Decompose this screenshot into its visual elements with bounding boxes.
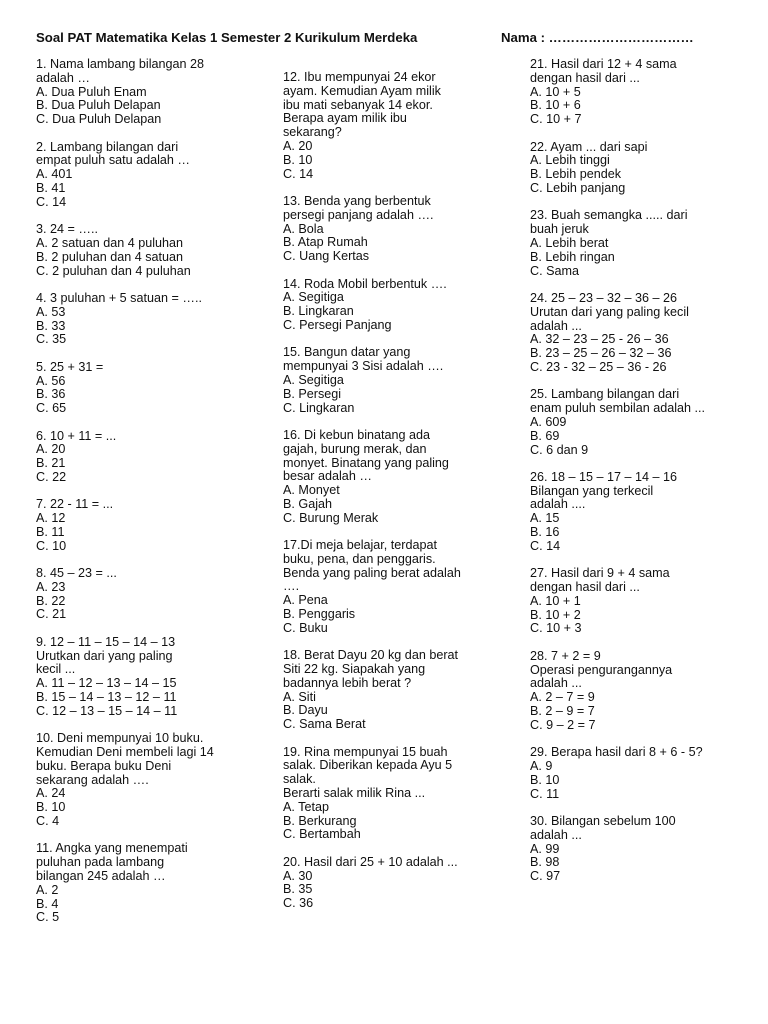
question-text-line: gajah, burung merak, dan bbox=[283, 441, 427, 456]
question-text-line: Siti 22 kg. Siapakah yang bbox=[283, 662, 426, 677]
page-header bbox=[36, 30, 726, 50]
answer-option: A. Segitiga bbox=[283, 372, 344, 387]
answer-option: B. 11 bbox=[36, 524, 65, 539]
question-text-line: dengan hasil dari ... bbox=[530, 580, 640, 595]
question-text-line: Benda yang paling berat adalah bbox=[283, 565, 461, 580]
question-text-line: buah jeruk bbox=[530, 222, 589, 237]
answer-option: A. Pena bbox=[283, 593, 328, 608]
question-text-line: badannya lebih berat ? bbox=[283, 675, 412, 690]
question-text-line: persegi panjang adalah …. bbox=[283, 207, 434, 222]
question-text-line: 21. Hasil dari 12 + 4 sama bbox=[530, 57, 677, 71]
answer-option: B. 22 bbox=[36, 593, 66, 608]
question-text-line: Berarti salak milik Rina ... bbox=[283, 786, 426, 801]
question-item bbox=[283, 539, 503, 636]
answer-option: A. 2 – 7 = 9 bbox=[530, 690, 595, 705]
question-item bbox=[530, 209, 748, 278]
answer-option: A. 32 – 23 – 25 - 26 – 36 bbox=[530, 332, 669, 347]
question-item bbox=[530, 292, 748, 375]
answer-option: A. 53 bbox=[36, 304, 66, 319]
answer-option: C. 21 bbox=[36, 607, 67, 622]
answer-option: A. 401 bbox=[36, 167, 73, 182]
answer-option: B. 10 bbox=[530, 772, 560, 787]
answer-option: A. 23 bbox=[36, 579, 66, 594]
answer-option: B. Berkurang bbox=[283, 813, 357, 828]
answer-option: B. 69 bbox=[530, 428, 560, 443]
question-item bbox=[530, 815, 748, 884]
answer-option: C. Bertambah bbox=[283, 827, 361, 842]
question-text-line: 11. Angka yang menempati bbox=[36, 841, 188, 856]
answer-option: A. 11 – 12 – 13 – 14 – 15 bbox=[36, 676, 177, 691]
answer-option: C. 35 bbox=[36, 332, 67, 347]
question-text-line: 28. 7 + 2 = 9 bbox=[530, 648, 601, 663]
answer-option: A. Bola bbox=[283, 221, 324, 236]
answer-option: B. 10 + 6 bbox=[530, 98, 581, 113]
answer-option: C. Burung Merak bbox=[283, 510, 379, 525]
answer-option: C. 6 dan 9 bbox=[530, 442, 589, 457]
answer-option: B. 10 + 2 bbox=[530, 607, 581, 622]
answer-option: C. Uang Kertas bbox=[283, 249, 370, 264]
answer-option: A. Lebih tinggi bbox=[530, 153, 610, 168]
question-text-line: salak. Diberikan kepada Ayu 5 bbox=[283, 758, 453, 773]
question-item bbox=[36, 732, 258, 829]
question-item bbox=[36, 361, 258, 416]
question-item bbox=[530, 388, 748, 457]
answer-option: A. 99 bbox=[530, 841, 560, 856]
question-text-line: 25. Lambang bilangan dari bbox=[530, 387, 680, 402]
question-item bbox=[36, 141, 258, 210]
question-text-line: 29. Berapa hasil dari 8 + 6 - 5? bbox=[530, 745, 703, 760]
answer-option: C. 5 bbox=[36, 910, 60, 925]
answer-option: A. Segitiga bbox=[283, 290, 344, 305]
answer-option: A. 609 bbox=[530, 414, 567, 429]
answer-option: B. 16 bbox=[530, 525, 560, 540]
answer-option: A. 10 + 5 bbox=[530, 84, 581, 99]
answer-option: A. 24 bbox=[36, 786, 66, 801]
answer-option: B. Dayu bbox=[283, 703, 328, 718]
answer-option: B. 2 puluhan dan 4 satuan bbox=[36, 249, 184, 264]
answer-option: C. 2 puluhan dan 4 puluhan bbox=[36, 263, 191, 278]
question-text-line: 1. Nama lambang bilangan 28 bbox=[36, 57, 205, 71]
question-text-line: 2. Lambang bilangan dari bbox=[36, 139, 179, 154]
answer-option: B. 41 bbox=[36, 180, 66, 195]
answer-option: C. 4 bbox=[36, 814, 60, 828]
answer-option: C. 14 bbox=[530, 538, 561, 553]
answer-option: B. Lebih pendek bbox=[530, 167, 622, 182]
answer-option: B. 35 bbox=[283, 882, 313, 897]
answer-option: A. Monyet bbox=[283, 483, 340, 498]
answer-option: B. 23 – 25 – 26 – 32 – 36 bbox=[530, 346, 672, 361]
answer-option: C. Buku bbox=[283, 620, 328, 635]
answer-option: A. 10 + 1 bbox=[530, 593, 581, 608]
question-item bbox=[36, 430, 258, 485]
answer-option: A. Dua Puluh Enam bbox=[36, 84, 147, 99]
question-text-line: 7. 22 - 11 = ... bbox=[36, 497, 114, 512]
question-text-line: 19. Rina mempunyai 15 buah bbox=[283, 744, 448, 759]
answer-option: B. Atap Rumah bbox=[283, 235, 368, 250]
question-text-line: 5. 25 + 31 = bbox=[36, 359, 104, 374]
answer-option: B. Dua Puluh Delapan bbox=[36, 98, 161, 113]
answer-option: C. Lebih panjang bbox=[530, 180, 626, 195]
question-text-line: 18. Berat Dayu 20 kg dan berat bbox=[283, 648, 459, 663]
question-item bbox=[283, 856, 503, 911]
question-item bbox=[36, 567, 258, 622]
question-text-line: enam puluh sembilan adalah ... bbox=[530, 401, 706, 416]
question-text-line: 24. 25 – 23 – 32 – 36 – 26 bbox=[530, 290, 678, 305]
answer-option: B. 4 bbox=[36, 896, 59, 911]
question-item bbox=[530, 58, 748, 127]
answer-option: C. Sama Berat bbox=[283, 717, 366, 732]
question-text-line: 9. 12 – 11 – 15 – 14 – 13 bbox=[36, 634, 176, 649]
question-text-line: 30. Bilangan sebelum 100 bbox=[530, 814, 676, 828]
page-title: Soal PAT Matematika Kelas 1 Semester 2 Kurikulum Merdeka bbox=[36, 30, 418, 45]
question-item bbox=[36, 292, 258, 347]
question-text-line: 14. Roda Mobil berbentuk …. bbox=[283, 276, 447, 291]
answer-option: B. Penggaris bbox=[283, 607, 356, 622]
question-text-line: puluhan pada lambang bbox=[36, 855, 165, 870]
question-text-line: ayam. Kemudian Ayam milik bbox=[283, 83, 441, 98]
answer-option: A. 2 satuan dan 4 puluhan bbox=[36, 235, 184, 250]
answer-option: B. 98 bbox=[530, 855, 560, 870]
answer-option: B. 15 – 14 – 13 – 12 – 11 bbox=[36, 690, 177, 705]
question-text-line: 15. Bangun datar yang bbox=[283, 345, 411, 360]
question-text-line: Operasi pengurangannya bbox=[530, 662, 673, 677]
question-text-line: besar adalah … bbox=[283, 469, 372, 484]
question-text-line: 6. 10 + 11 = ... bbox=[36, 428, 117, 443]
question-text-line: …. bbox=[283, 579, 300, 594]
answer-option: B. 21 bbox=[36, 456, 66, 471]
answer-option: A. 20 bbox=[36, 442, 66, 457]
question-item bbox=[36, 58, 258, 127]
answer-option: B. 10 bbox=[36, 800, 66, 815]
question-item bbox=[283, 346, 503, 415]
answer-option: B. 2 – 9 = 7 bbox=[530, 704, 595, 719]
question-text-line: sekarang? bbox=[283, 125, 342, 140]
question-text-line: 16. Di kebun binatang ada bbox=[283, 427, 431, 442]
question-text-line: empat puluh satu adalah … bbox=[36, 153, 191, 168]
question-text-line: buku, pena, dan penggaris. bbox=[283, 551, 436, 566]
question-text-line: mempunyai 3 Sisi adalah …. bbox=[283, 359, 444, 374]
answer-option: A. 12 bbox=[36, 511, 66, 526]
answer-option: C. 22 bbox=[36, 469, 67, 484]
question-column-3 bbox=[530, 58, 748, 898]
question-text-line: Urutkan dari yang paling bbox=[36, 648, 173, 663]
question-item bbox=[36, 636, 258, 719]
question-text-line: 22. Ayam ... dari sapi bbox=[530, 139, 648, 154]
answer-option: C. 23 - 32 – 25 – 36 - 26 bbox=[530, 359, 667, 374]
answer-option: A. Lebih berat bbox=[530, 235, 609, 250]
answer-option: C. Sama bbox=[530, 263, 579, 278]
question-item bbox=[283, 195, 503, 264]
question-text-line: 10. Deni mempunyai 10 buku. bbox=[36, 731, 204, 746]
question-item bbox=[283, 746, 503, 843]
answer-option: C. 10 + 3 bbox=[530, 621, 582, 636]
question-text-line: bilangan 245 adalah … bbox=[36, 868, 166, 883]
question-text-line: 17.Di meja belajar, terdapat bbox=[283, 538, 438, 553]
question-text-line: 12. Ibu mempunyai 24 ekor bbox=[283, 70, 436, 84]
answer-option: C. 36 bbox=[283, 896, 314, 911]
question-text-line: buku. Berapa buku Deni bbox=[36, 758, 172, 773]
answer-option: C. 65 bbox=[36, 401, 67, 416]
question-item bbox=[283, 649, 503, 732]
answer-option: A. 15 bbox=[530, 511, 560, 526]
question-column-1 bbox=[36, 58, 258, 939]
question-item bbox=[36, 842, 258, 925]
question-text-line: 3. 24 = ….. bbox=[36, 222, 98, 237]
question-text-line: adalah ... bbox=[530, 827, 582, 842]
answer-option: B. Lebih ringan bbox=[530, 249, 615, 264]
question-text-line: Bilangan yang terkecil bbox=[530, 483, 654, 498]
question-text-line: Urutan dari yang paling kecil bbox=[530, 304, 689, 319]
question-text-line: monyet. Binatang yang paling bbox=[283, 455, 449, 470]
answer-option: C. 11 bbox=[530, 786, 560, 801]
answer-option: A. 56 bbox=[36, 373, 66, 388]
answer-option: B. Persegi bbox=[283, 386, 342, 401]
question-text-line: 8. 45 – 23 = ... bbox=[36, 566, 117, 581]
question-text-line: sekarang adalah …. bbox=[36, 772, 149, 787]
question-text-line: dengan hasil dari ... bbox=[530, 70, 640, 85]
question-text-line: adalah ... bbox=[530, 676, 582, 691]
question-item bbox=[283, 278, 503, 333]
question-text-line: 27. Hasil dari 9 + 4 sama bbox=[530, 566, 670, 581]
question-text-line: adalah … bbox=[36, 70, 90, 85]
answer-option: C. 10 bbox=[36, 538, 67, 553]
answer-option: C. Lingkaran bbox=[283, 400, 355, 415]
answer-option: A. 2 bbox=[36, 882, 59, 897]
question-item bbox=[530, 567, 748, 636]
answer-option: C. 14 bbox=[36, 194, 67, 209]
question-text-line: ibu mati sebanyak 14 ekor. bbox=[283, 97, 433, 112]
answer-option: B. 36 bbox=[36, 387, 66, 402]
question-text-line: adalah ... bbox=[530, 318, 582, 333]
answer-option: B. 33 bbox=[36, 318, 66, 333]
answer-option: B. Lingkaran bbox=[283, 304, 354, 319]
question-text-line: 26. 18 – 15 – 17 – 14 – 16 bbox=[530, 469, 678, 484]
question-item bbox=[283, 71, 503, 181]
question-text-line: adalah .... bbox=[530, 497, 586, 512]
question-item bbox=[36, 498, 258, 553]
question-item bbox=[530, 650, 748, 733]
question-item bbox=[530, 471, 748, 554]
question-item bbox=[36, 223, 258, 278]
answer-option: C. 12 – 13 – 15 – 14 – 11 bbox=[36, 703, 178, 718]
question-text-line: 20. Hasil dari 25 + 10 adalah ... bbox=[283, 854, 458, 869]
question-text-line: Berapa ayam milik ibu bbox=[283, 111, 407, 126]
answer-option: A. 20 bbox=[283, 138, 313, 153]
student-name-field: Nama : …………………………… bbox=[501, 30, 694, 45]
answer-option: A. Siti bbox=[283, 689, 316, 704]
question-text-line: kecil ... bbox=[36, 662, 76, 677]
question-item bbox=[530, 141, 748, 196]
question-text-line: 13. Benda yang berbentuk bbox=[283, 193, 431, 208]
answer-option: A. 30 bbox=[283, 868, 313, 883]
question-text-line: 4. 3 puluhan + 5 satuan = ….. bbox=[36, 290, 202, 305]
question-item bbox=[530, 746, 748, 801]
answer-option: C. Dua Puluh Delapan bbox=[36, 112, 162, 127]
answer-option: B. Gajah bbox=[283, 496, 333, 511]
question-text-line: Kemudian Deni membeli lagi 14 bbox=[36, 745, 214, 760]
answer-option: B. 10 bbox=[283, 152, 313, 167]
question-text-line: salak. bbox=[283, 772, 316, 787]
answer-option: C. 10 + 7 bbox=[530, 112, 582, 127]
answer-option: A. Tetap bbox=[283, 799, 329, 814]
answer-option: C. 14 bbox=[283, 166, 314, 181]
question-text-line: 23. Buah semangka ..... dari bbox=[530, 208, 688, 223]
answer-option: C. 97 bbox=[530, 869, 561, 884]
question-item bbox=[283, 429, 503, 526]
answer-option: C. 9 – 2 = 7 bbox=[530, 717, 596, 732]
question-column-2 bbox=[283, 71, 503, 925]
answer-option: C. Persegi Panjang bbox=[283, 317, 392, 332]
answer-option: A. 9 bbox=[530, 759, 553, 774]
